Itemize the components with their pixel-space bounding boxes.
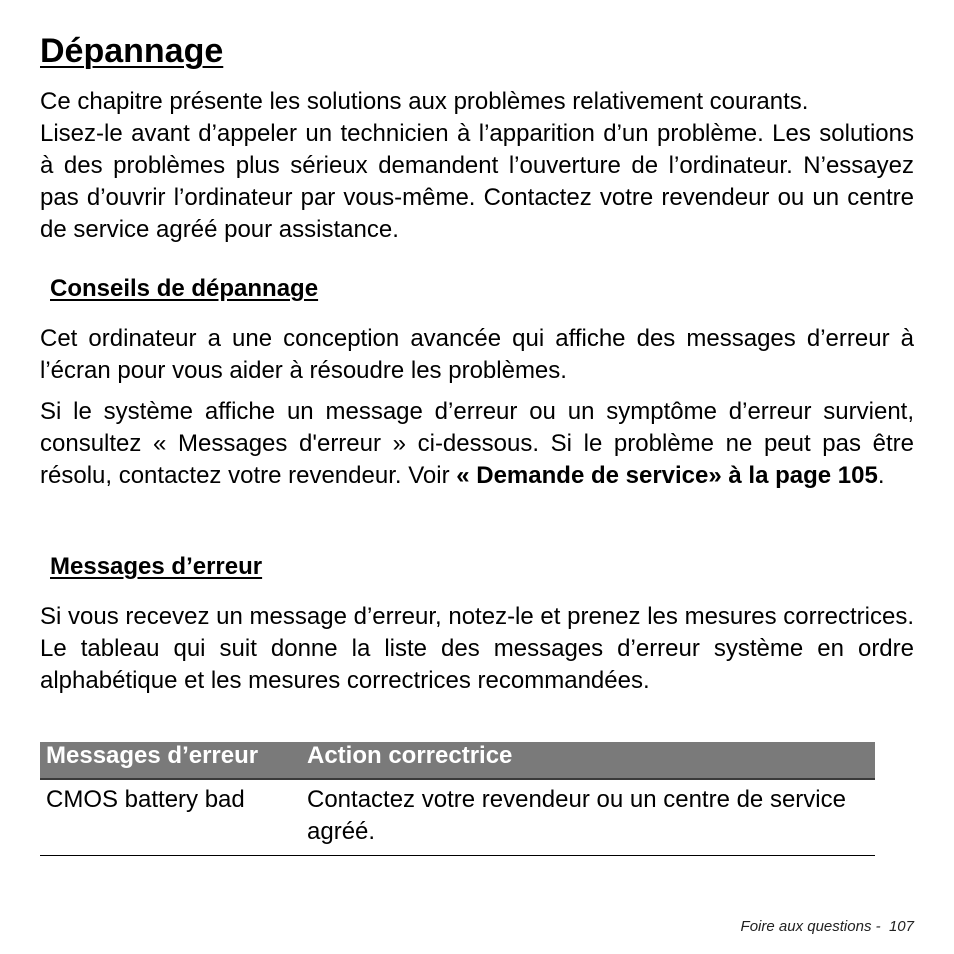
error-messages-table	[40, 742, 875, 856]
table-header	[40, 742, 875, 780]
page-number: 107	[888, 918, 914, 935]
tips-paragraph-1: Cet ordinateur a une conception avancée qui affiche des messages d’erreur à l’écran pour vous aider à résoudre les problèmes.	[40, 325, 914, 384]
footer-section-name: Foire aux questions -	[740, 918, 881, 935]
section-heading-error-messages: Messages d’erreur	[50, 553, 263, 580]
cell-corrective-action: Contactez votre revendeur ou un centre de service agréé.	[307, 786, 846, 845]
service-request-link[interactable]: « Demande de service» à la page 105	[456, 462, 878, 489]
error-messages-paragraph: Si vous recevez un message d’erreur, notez-le et prenez les mesures correctrices. Le tableau qui suit donne la liste des messages d’erreur système en ordre alphabétique et les mesures correctrices recommandées.	[40, 603, 914, 694]
tips-paragraph-2-text: Si le système affiche un message d’erreur ou un symptôme d’erreur survient, consultez « Messages d'erreur » ci-dessous. Si le problème ne peut pas être résolu, contactez votre revendeur. Voir	[40, 398, 914, 489]
cell-error-message: CMOS battery bad	[46, 786, 245, 813]
page-title: Dépannage	[40, 32, 224, 70]
intro-paragraph: Lisez-le avant d’appeler un technicien à l’apparition d’un problème. Les solutions à des problèmes plus sérieux demandent l’ouverture de l’ordinateur. N’essayez pas d’ouvrir l’ordinateur par vous-même. Contactez votre revendeur ou un centre de service agréé pour assistance.	[40, 120, 914, 243]
table-row	[40, 780, 875, 856]
intro-first-line: Ce chapitre présente les solutions aux problèmes relativement courants.	[40, 88, 809, 115]
tips-paragraph-2-end: .	[877, 462, 885, 489]
section-heading-troubleshooting-tips: Conseils de dépannage	[50, 275, 319, 302]
tips-paragraph-2	[40, 396, 914, 492]
header-corrective-action: Action correctrice	[307, 742, 513, 769]
page-footer	[741, 918, 914, 936]
header-error-messages: Messages d’erreur	[46, 742, 259, 769]
